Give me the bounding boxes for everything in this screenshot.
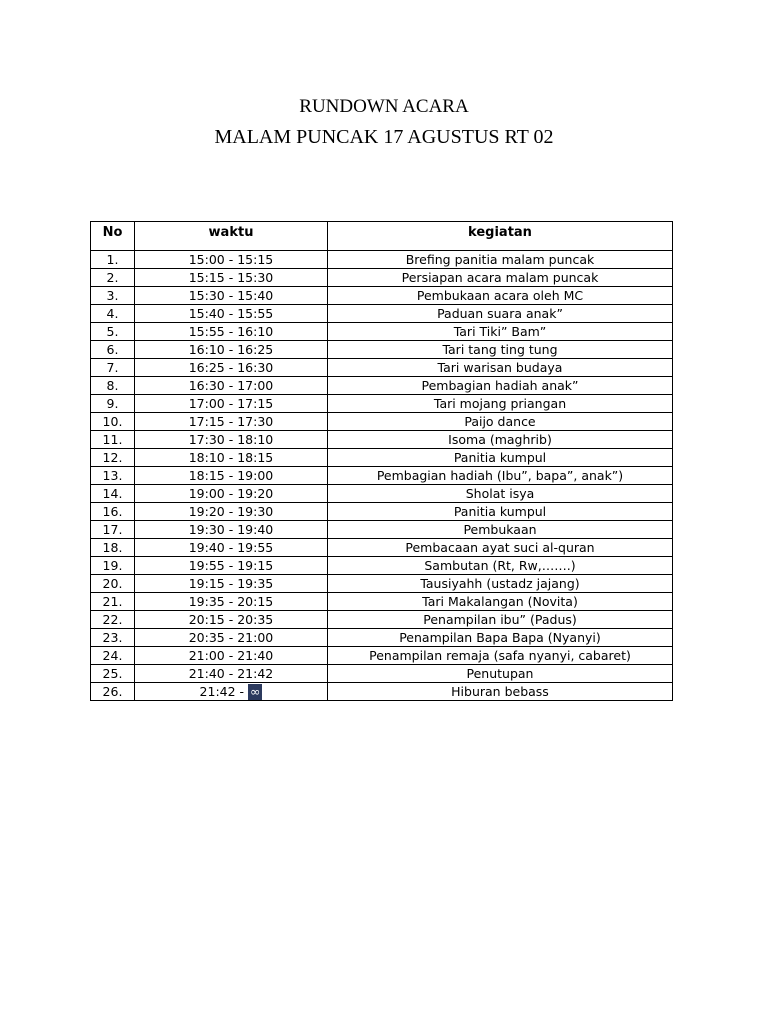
row-time-text: 20:35 - 21:00 xyxy=(188,630,274,645)
row-number: 4. xyxy=(91,305,135,323)
table-row xyxy=(91,575,673,593)
row-time-text: 19:30 - 19:40 xyxy=(188,522,274,537)
row-time-text: 18:10 - 18:15 xyxy=(188,450,274,465)
row-time xyxy=(135,377,328,395)
row-number: 5. xyxy=(91,323,135,341)
row-activity: Paduan suara anak” xyxy=(328,305,673,323)
row-number: 14. xyxy=(91,485,135,503)
row-activity: Isoma (maghrib) xyxy=(328,431,673,449)
row-number: 13. xyxy=(91,467,135,485)
row-time-text: 20:15 - 20:35 xyxy=(188,612,274,627)
row-time xyxy=(135,341,328,359)
row-activity: Tari Makalangan (Novita) xyxy=(328,593,673,611)
row-activity: Brefing panitia malam puncak xyxy=(328,251,673,269)
row-time-text: 19:00 - 19:20 xyxy=(188,486,274,501)
row-time xyxy=(135,521,328,539)
row-activity: Panitia kumpul xyxy=(328,449,673,467)
row-time xyxy=(135,305,328,323)
row-activity: Tari tang ting tung xyxy=(328,341,673,359)
row-number: 9. xyxy=(91,395,135,413)
row-number: 1. xyxy=(91,251,135,269)
row-number: 20. xyxy=(91,575,135,593)
table-row xyxy=(91,359,673,377)
row-time-text: 21:42 - xyxy=(199,684,249,699)
row-time xyxy=(135,629,328,647)
row-number: 24. xyxy=(91,647,135,665)
row-number: 7. xyxy=(91,359,135,377)
row-time xyxy=(135,557,328,575)
table-row xyxy=(91,557,673,575)
table-row xyxy=(91,323,673,341)
row-time xyxy=(135,431,328,449)
row-number: 3. xyxy=(91,287,135,305)
row-activity: Sholat isya xyxy=(328,485,673,503)
row-time-text: 18:15 - 19:00 xyxy=(188,468,274,483)
row-activity: Penampilan ibu” (Padus) xyxy=(328,611,673,629)
row-time-text: 15:30 - 15:40 xyxy=(188,288,274,303)
row-activity: Pembagian hadiah (Ibu”, bapa”, anak”) xyxy=(328,467,673,485)
row-time-text: 15:55 - 16:10 xyxy=(188,324,274,339)
row-activity: Paijo dance xyxy=(328,413,673,431)
row-time-text: 17:00 - 17:15 xyxy=(188,396,274,411)
row-time xyxy=(135,485,328,503)
rundown-table xyxy=(90,221,673,701)
row-time-text: 17:15 - 17:30 xyxy=(188,414,274,429)
column-header-no: No xyxy=(91,222,135,251)
table-row xyxy=(91,521,673,539)
row-number: 16. xyxy=(91,503,135,521)
infinity-symbol-highlight: ∞ xyxy=(250,684,261,699)
row-time xyxy=(135,503,328,521)
table-row xyxy=(91,665,673,683)
row-time xyxy=(135,413,328,431)
row-activity: Panitia kumpul xyxy=(328,503,673,521)
table-row xyxy=(91,341,673,359)
row-time-text: 19:40 - 19:55 xyxy=(188,540,274,555)
row-time-text: 19:20 - 19:30 xyxy=(188,504,274,519)
row-time-text: 19:35 - 20:15 xyxy=(188,594,274,609)
row-activity: Pembagian hadiah anak” xyxy=(328,377,673,395)
row-activity: Persiapan acara malam puncak xyxy=(328,269,673,287)
row-activity: Tari Tiki” Bam” xyxy=(328,323,673,341)
table-row xyxy=(91,647,673,665)
table-row xyxy=(91,503,673,521)
row-time xyxy=(135,449,328,467)
row-activity: Pembukaan acara oleh MC xyxy=(328,287,673,305)
document-title: RUNDOWN ACARA xyxy=(299,96,469,117)
row-time xyxy=(135,395,328,413)
row-number: 12. xyxy=(91,449,135,467)
row-activity: Hiburan bebass xyxy=(328,683,673,701)
table-row xyxy=(91,251,673,269)
row-number: 6. xyxy=(91,341,135,359)
table-body xyxy=(91,251,673,701)
row-time xyxy=(135,593,328,611)
table-row xyxy=(91,485,673,503)
row-activity: Pembukaan xyxy=(328,521,673,539)
row-activity: Tari warisan budaya xyxy=(328,359,673,377)
row-time-text: 15:40 - 15:55 xyxy=(188,306,274,321)
row-time xyxy=(135,467,328,485)
table-row xyxy=(91,395,673,413)
row-activity: Penampilan Bapa Bapa (Nyanyi) xyxy=(328,629,673,647)
table-row xyxy=(91,629,673,647)
row-number: 26. xyxy=(91,683,135,701)
table-row xyxy=(91,467,673,485)
row-number: 17. xyxy=(91,521,135,539)
row-time xyxy=(135,323,328,341)
table-row xyxy=(91,683,673,701)
table-row xyxy=(91,287,673,305)
row-number: 18. xyxy=(91,539,135,557)
row-number: 10. xyxy=(91,413,135,431)
row-time-text: 16:25 - 16:30 xyxy=(188,360,274,375)
row-time xyxy=(135,683,328,701)
row-activity: Sambutan (Rt, Rw,…….) xyxy=(328,557,673,575)
row-time xyxy=(135,647,328,665)
row-number: 11. xyxy=(91,431,135,449)
table-row xyxy=(91,377,673,395)
row-time-text: 16:30 - 17:00 xyxy=(188,378,274,393)
row-activity: Penutupan xyxy=(328,665,673,683)
document-subtitle: MALAM PUNCAK 17 AGUSTUS RT 02 xyxy=(214,126,554,148)
row-number: 2. xyxy=(91,269,135,287)
row-activity: Pembacaan ayat suci al-quran xyxy=(328,539,673,557)
row-time xyxy=(135,269,328,287)
table-row xyxy=(91,539,673,557)
table-header-row xyxy=(91,222,673,251)
row-time-text: 21:40 - 21:42 xyxy=(188,666,274,681)
column-header-time: waktu xyxy=(135,222,328,251)
row-number: 22. xyxy=(91,611,135,629)
table-row xyxy=(91,413,673,431)
table-row xyxy=(91,611,673,629)
row-time xyxy=(135,575,328,593)
row-time xyxy=(135,287,328,305)
table-row xyxy=(91,431,673,449)
row-time xyxy=(135,359,328,377)
table-row xyxy=(91,305,673,323)
row-activity: Tari mojang priangan xyxy=(328,395,673,413)
row-number: 23. xyxy=(91,629,135,647)
row-time-text: 15:15 - 15:30 xyxy=(188,270,274,285)
row-time xyxy=(135,539,328,557)
table-row xyxy=(91,269,673,287)
row-time xyxy=(135,611,328,629)
row-number: 21. xyxy=(91,593,135,611)
row-time-text: 16:10 - 16:25 xyxy=(188,342,274,357)
row-time xyxy=(135,251,328,269)
row-time-text: 17:30 - 18:10 xyxy=(188,432,274,447)
row-time-text: 21:00 - 21:40 xyxy=(188,648,274,663)
table-row xyxy=(91,593,673,611)
row-time-text: 15:00 - 15:15 xyxy=(188,252,274,267)
row-time xyxy=(135,665,328,683)
row-number: 8. xyxy=(91,377,135,395)
row-number: 19. xyxy=(91,557,135,575)
row-time-text: 19:15 - 19:35 xyxy=(188,576,274,591)
row-activity: Penampilan remaja (safa nyanyi, cabaret) xyxy=(328,647,673,665)
row-time-text: 19:55 - 19:15 xyxy=(188,558,274,573)
column-header-activity: kegiatan xyxy=(328,222,673,251)
row-activity: Tausiyahh (ustadz jajang) xyxy=(328,575,673,593)
table-row xyxy=(91,449,673,467)
row-number: 25. xyxy=(91,665,135,683)
